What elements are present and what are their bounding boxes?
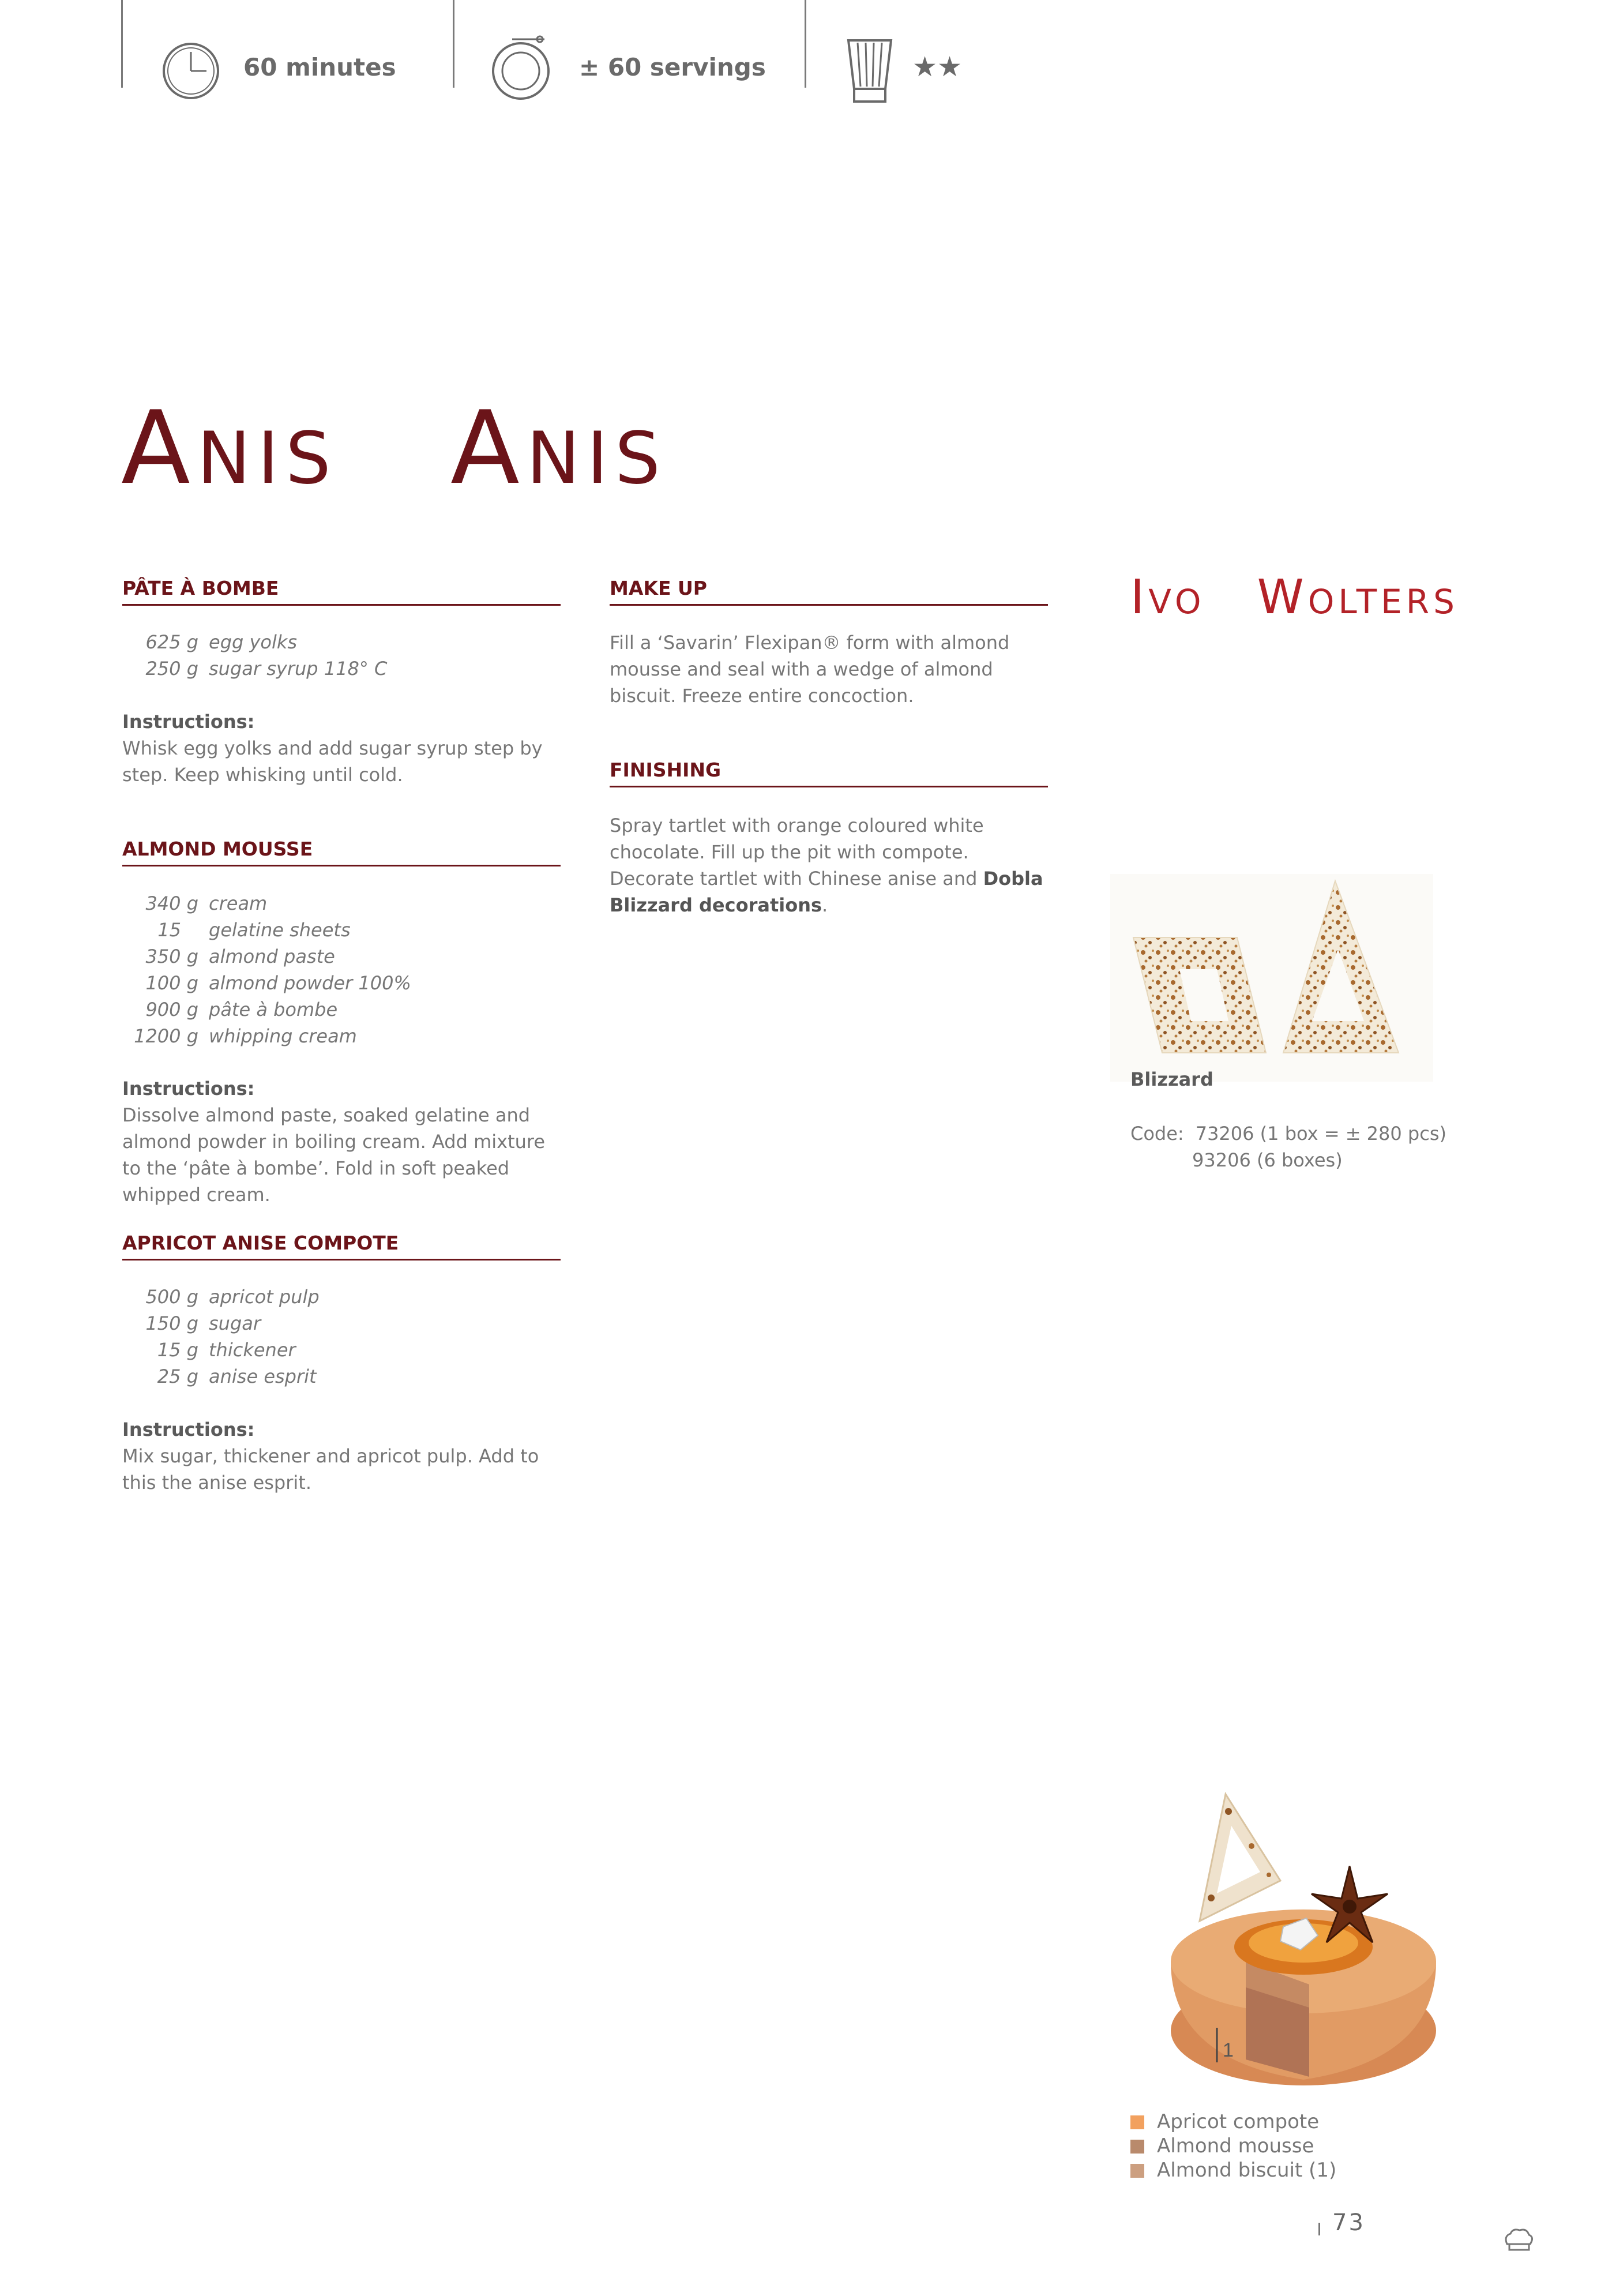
instructions-block — [122, 1075, 566, 1208]
divider — [805, 0, 806, 88]
ingredient-list — [121, 1284, 320, 1390]
section-heading-finishing: FINISHING — [610, 759, 722, 781]
clock-icon — [160, 40, 221, 102]
section-rule — [122, 1259, 561, 1260]
ingredient-row: 15 gelatine sheets — [157, 919, 351, 941]
instructions-text: Dissolve almond paste, soaked gelatine and almond powder in boiling cream. Add mixture to the ‘pâte à bombe’. Fold in soft peaked whipped cream. — [122, 1104, 546, 1206]
make-up-text: Fill a ‘Savarin’ Flexipan® form with almond mousse and seal with a wedge of almond biscuit. Freeze entire concoction. — [610, 632, 1010, 707]
instructions-text: Mix sugar, thickener and apricot pulp. Add to this the anise esprit. — [122, 1445, 539, 1494]
legend-item: Almond mousse — [1130, 2134, 1314, 2158]
section-heading-almond-mousse: ALMOND MOUSSE — [122, 838, 313, 860]
product-code-line: 93206 (6 boxes) — [1192, 1149, 1343, 1171]
page-number-divider — [1318, 2223, 1320, 2235]
ingredient-row: 340 g cream — [145, 892, 268, 914]
ingredient-row: 500 g apricot pulp — [145, 1286, 320, 1308]
instructions-label: Instructions: — [122, 1419, 255, 1440]
instructions-block — [122, 708, 566, 788]
instructions-label: Instructions: — [122, 711, 255, 733]
legend-swatch — [1130, 2115, 1144, 2129]
servings-label: ± 60 servings — [579, 53, 766, 81]
product-code — [1130, 1120, 1476, 1173]
section-rule — [610, 604, 1048, 606]
instructions-block — [122, 1416, 566, 1496]
ingredient-row: 150 g sugar — [145, 1312, 261, 1334]
dessert-photo — [1159, 1788, 1448, 2100]
ingredient-row: 100 g almond powder 100% — [145, 972, 411, 994]
product-code-line: Code: 73206 (1 box = ± 280 pcs) — [1130, 1123, 1446, 1145]
instructions-label: Instructions: — [122, 1078, 255, 1100]
chef-hat-small-icon — [1502, 2227, 1535, 2253]
ingredient-row: 250 g sugar syrup 118° C — [145, 658, 388, 680]
chef-hat-icon — [845, 36, 895, 104]
legend-swatch — [1130, 2140, 1144, 2154]
product-name: Blizzard — [1130, 1068, 1213, 1090]
legend-item: Almond biscuit (1) — [1130, 2159, 1336, 2182]
ingredient-list — [121, 890, 411, 1049]
section-rule — [610, 786, 1048, 787]
section-rule — [122, 865, 561, 866]
ingredient-row: 625 g egg yolks — [145, 631, 298, 653]
legend-swatch — [1130, 2164, 1144, 2178]
ingredient-row: 25 g anise esprit — [157, 1365, 317, 1387]
divider — [121, 0, 123, 88]
section-rule — [122, 604, 561, 606]
time-label: 60 minutes — [243, 53, 396, 81]
finishing-text: Spray tartlet with orange coloured white chocolate. Fill up the pit with compote. Decorate tartlet with Chinese anise and Dobla Blizzard decorations. — [610, 815, 1043, 916]
legend-item: Apricot compote — [1130, 2110, 1319, 2133]
chef-name: IVO WOLTERS — [1130, 570, 1459, 625]
ingredient-row: 350 g almond paste — [145, 946, 335, 967]
ingredient-row: 900 g pâte à bombe — [145, 999, 338, 1021]
divider — [453, 0, 454, 88]
plate-icon — [489, 35, 553, 103]
page-number: 73 — [1332, 2209, 1365, 2236]
section-heading-apricot-anise-compote: APRICOT ANISE COMPOTE — [122, 1232, 399, 1254]
ingredient-list — [121, 629, 387, 682]
instructions-text: Whisk egg yolks and add sugar syrup step by step. Keep whisking until cold. — [122, 737, 543, 786]
section-heading-make-up: MAKE UP — [610, 577, 707, 599]
page-title: ANIS ANIS — [121, 390, 667, 507]
layer-marker: 1 — [1223, 2039, 1234, 2061]
blizzard-decorations-image — [1110, 874, 1433, 1082]
section-heading-pate-a-bombe: PÂTE À BOMBE — [122, 577, 279, 599]
ingredient-row: 1200 g whipping cream — [134, 1025, 357, 1047]
difficulty-stars: ★★ — [912, 51, 963, 83]
ingredient-row: 15 g thickener — [157, 1339, 296, 1361]
